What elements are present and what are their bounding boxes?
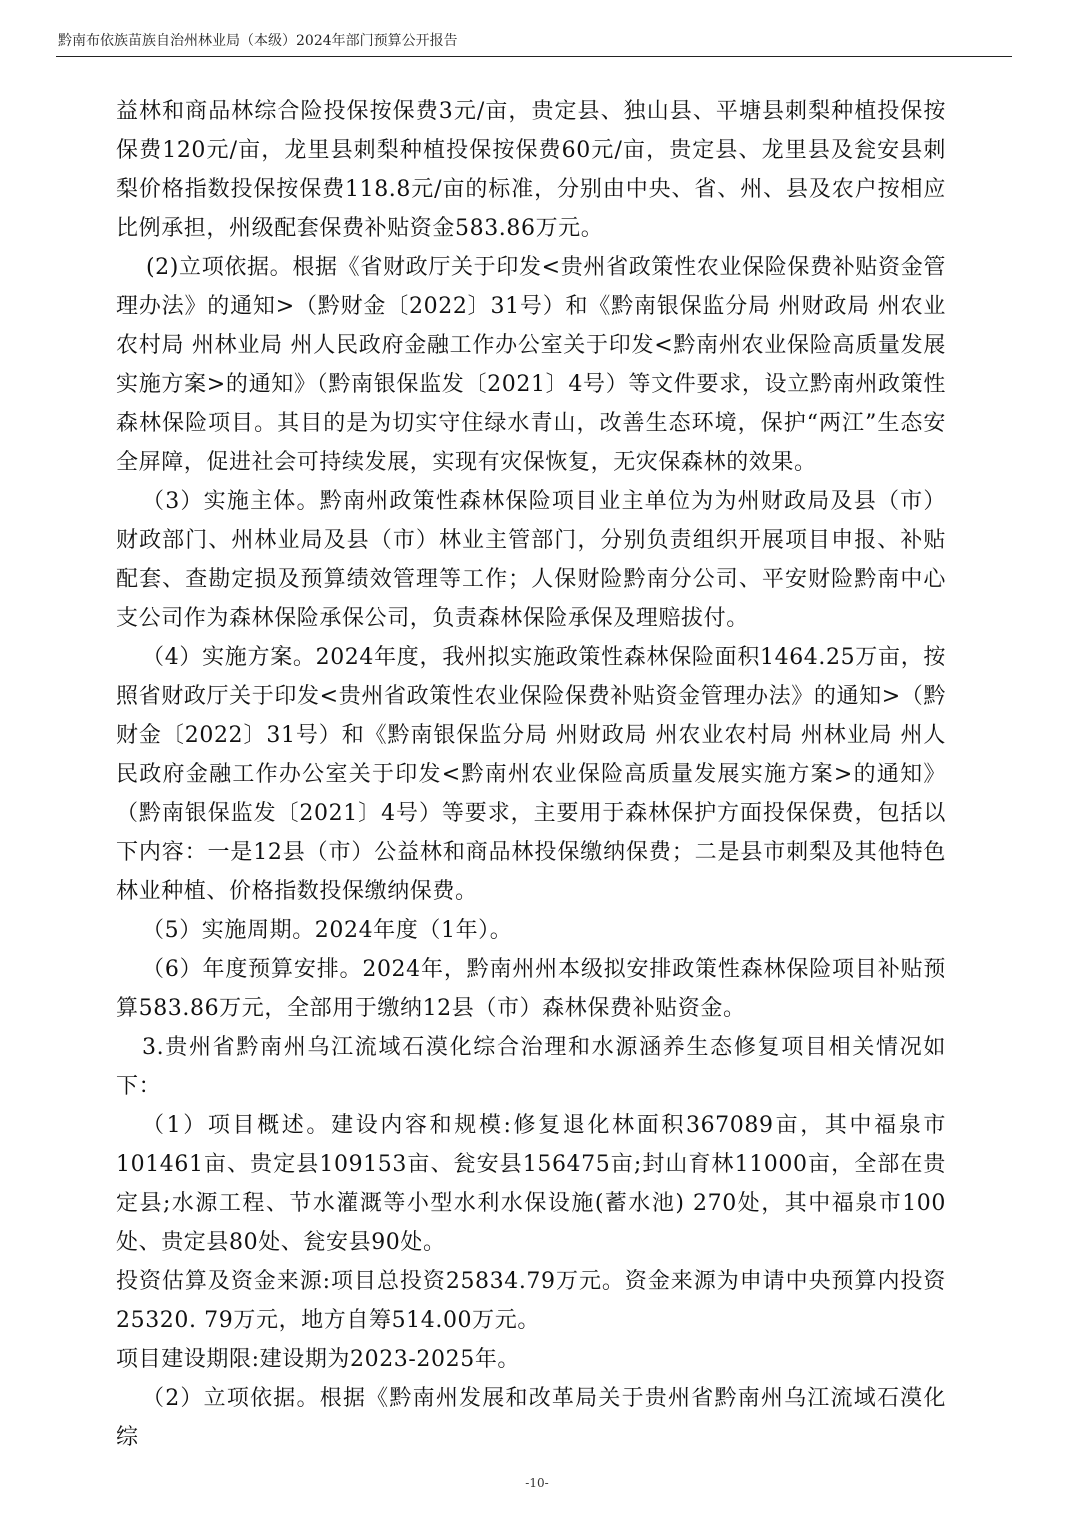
paragraph-budget: （6）年度预算安排。2024年，黔南州州本级拟安排政策性森林保险项目补贴预算583.86万元，全部用于缴纳12县（市）森林保费补贴资金。 bbox=[116, 957, 946, 1021]
paragraph-plan: （4）实施方案。2024年度，我州拟实施政策性森林保险面积1464.25万亩，按照省财政厅关于印发<贵州省政策性农业保险保费补贴资金管理办法》的通知>（黔财金〔2022〕31号）和《黔南银保监分局 州财政局 州农业农村局 州林业局 州人民政府金融工作办公室关于印发<黔南州农业保险高质量发展实施方案>的通知》（黔南银保监发〔2021〕4号）等要求，主要用于森林保护方面投保保费，包括以下内容：一是12县（市）公益林和商品林投保缴纳保费；二是县市刺梨及其他特色林业种植、价格指数投保缴纳保费。 bbox=[116, 645, 946, 904]
paragraph-implementer: （3）实施主体。黔南州政策性森林保险项目业主单位为为州财政局及县（市）财政部门、州林业局及县（市）林业主管部门，分别负责组织开展项目申报、补贴配套、查勘定损及预算绩效管理等工作；人保财险黔南分公司、平安财险黔南中心支公司作为森林保险承保公司，负责森林保险承保及理赔拔付。 bbox=[116, 489, 946, 631]
paragraph-duration: 项目建设期限:建设期为2023-2025年。 bbox=[116, 1347, 521, 1372]
document-header: 黔南布依族苗族自治州林业局（本级）2024年部门预算公开报告 bbox=[58, 33, 458, 49]
document-body bbox=[116, 92, 946, 1457]
paragraph-period: （5）实施周期。2024年度（1年）。 bbox=[142, 918, 513, 943]
paragraph-basis: (2)立项依据。根据《省财政厅关于印发<贵州省政策性农业保险保费补贴资金管理办法》的通知>（黔财金〔2022〕31号）和《黔南银保监分局 州财政局 州农业农村局 州林业局 州人民政府金融工作办公室关于印发<黔南州农业保险高质量发展实施方案>的通知》（黔南银保监发〔2021〕4号）等文件要求，设立黔南州政策性森林保险项目。其目的是为切实守住绿水青山，改善生态环境，保护“两江”生态安全屏障，促进社会可持续发展，实现有灾保恢复，无灾保森林的效果。 bbox=[116, 255, 946, 475]
paragraph-basis-2: （2）立项依据。根据《黔南州发展和改革局关于贵州省黔南州乌江流域石漠化综 bbox=[116, 1386, 946, 1450]
paragraph-overview: （1）项目概述。建设内容和规模:修复退化林面积367089亩，其中福泉市101461亩、贵定县109153亩、瓮安县156475亩;封山育林11000亩，全部在贵定县;水源工程、节水灌溉等小型水利水保设施(蓄水池) 270处，其中福泉市100处、贵定县80处、瓮安县90处。 bbox=[116, 1113, 946, 1255]
section-heading-project-3: 3.贵州省黔南州乌江流域石漠化综合治理和水源涵养生态修复项目相关情况如下： bbox=[116, 1035, 946, 1099]
header-divider bbox=[56, 56, 1012, 57]
paragraph-continuation: 益林和商品林综合险投保按保费3元/亩，贵定县、独山县、平塘县刺梨种植投保按保费120元/亩，龙里县刺梨种植投保按保费60元/亩，贵定县、龙里县及瓮安县刺梨价格指数投保按保费118.8元/亩的标准，分别由中央、省、州、县及农户按相应比例承担，州级配套保费补贴资金583.86万元。 bbox=[116, 99, 946, 241]
page-number: -10- bbox=[525, 1476, 549, 1490]
paragraph-investment: 投资估算及资金来源:项目总投资25834.79万元。资金来源为申请中央预算内投资25320. 79万元，地方自筹514.00万元。 bbox=[116, 1269, 946, 1333]
